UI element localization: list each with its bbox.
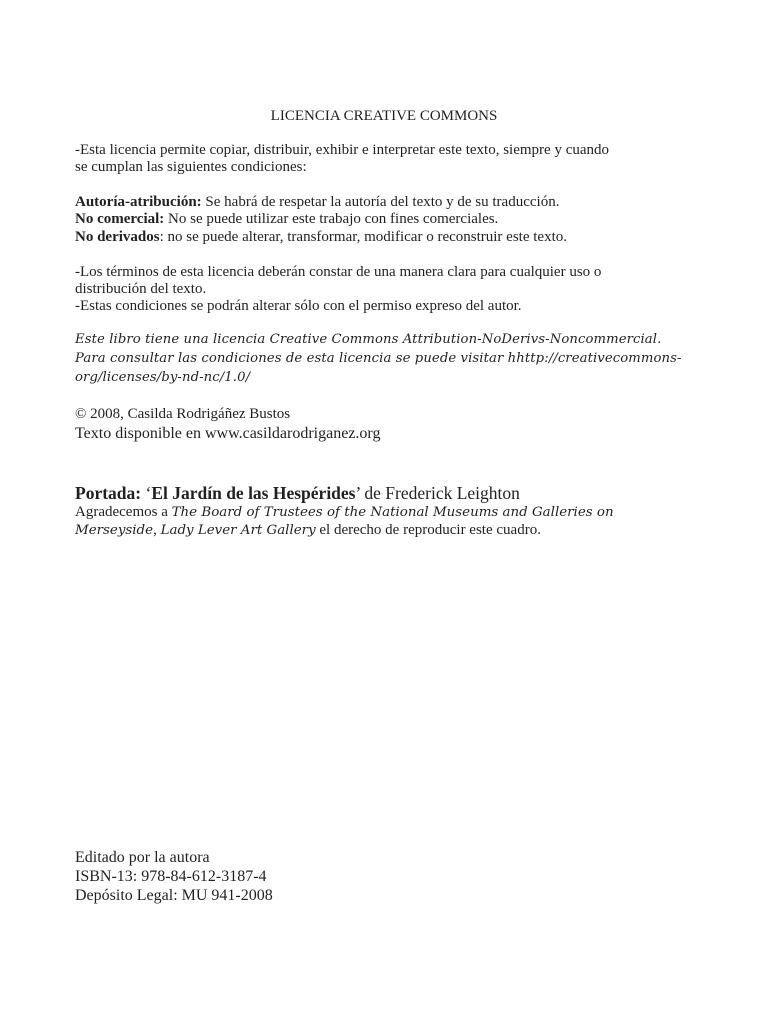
- quote-open: ‘: [141, 483, 152, 503]
- condition-label: Autoría-atribución:: [75, 194, 202, 210]
- institution-name: The Board of Trustees of the National Museums and Galleries on: [171, 505, 614, 520]
- condition-attribution: [75, 193, 559, 211]
- condition-text: Se habrá de respetar la autoría del texto y de su traducción.: [201, 194, 560, 210]
- terms-line-2: distribución del texto.: [75, 281, 207, 297]
- cover-work-title: El Jardín de las Hespérides: [151, 483, 356, 503]
- condition-text: No se puede utilizar este trabajo con fines comerciales.: [164, 211, 499, 227]
- thanks-line-2: [75, 521, 541, 540]
- thanks-end: el derecho de reproducir este cuadro.: [315, 522, 541, 538]
- condition-text: : no se puede alterar, transformar, modificar o reconstruir este texto.: [159, 229, 567, 245]
- editor-line: Editado por la autora: [75, 849, 210, 866]
- cover-credit: [75, 483, 520, 503]
- license-italic-line-2: Para consultar las condiciones de esta licencia se puede visitar hhttp://creativecommons-: [75, 351, 682, 366]
- license-italic-line-3: org/licenses/by-nd-nc/1.0/: [75, 370, 251, 385]
- condition-label: No comercial:: [75, 211, 165, 227]
- website-line: Texto disponible en www.casildarodriganez.org: [75, 425, 381, 442]
- intro-line-1: -Esta licencia permite copiar, distribuir, exhibir e interpretar este texto, siempre y cuando: [75, 142, 610, 158]
- thanks-comma: ,: [153, 522, 161, 538]
- legal-deposit-line: Depósito Legal: MU 941-2008: [75, 887, 273, 904]
- institution-location: Merseyside: [75, 523, 154, 538]
- terms-line-1: -Los términos de esta licencia deberán constar de una manera clara para cualquier uso o: [75, 264, 602, 280]
- quote-close: ’: [355, 483, 361, 503]
- condition-label: No derivados: [75, 229, 160, 245]
- copyright-line: © 2008, Casilda Rodrigáñez Bustos: [75, 406, 291, 422]
- license-italic-line-1: Este libro tiene una licencia Creative Commons Attribution-NoDerivs-Noncommercial.: [75, 332, 662, 347]
- thanks-start: Agradecemos a: [75, 504, 172, 520]
- license-title: LICENCIA CREATIVE COMMONS: [270, 108, 498, 124]
- isbn-line: ISBN-13: 978-84-612-3187-4: [75, 868, 267, 885]
- intro-line-2: se cumplan las siguientes condiciones:: [75, 159, 307, 175]
- cover-artist: de Frederick Leighton: [360, 483, 520, 503]
- cover-label: Portada:: [75, 483, 142, 503]
- gallery-name: Lady Lever Art Gallery: [160, 523, 316, 538]
- condition-noncommercial: [75, 210, 498, 228]
- terms-line-3: -Estas condiciones se podrán alterar sólo con el permiso expreso del autor.: [75, 298, 522, 314]
- thanks-line-1: [75, 503, 614, 522]
- condition-noderivs: [75, 228, 567, 246]
